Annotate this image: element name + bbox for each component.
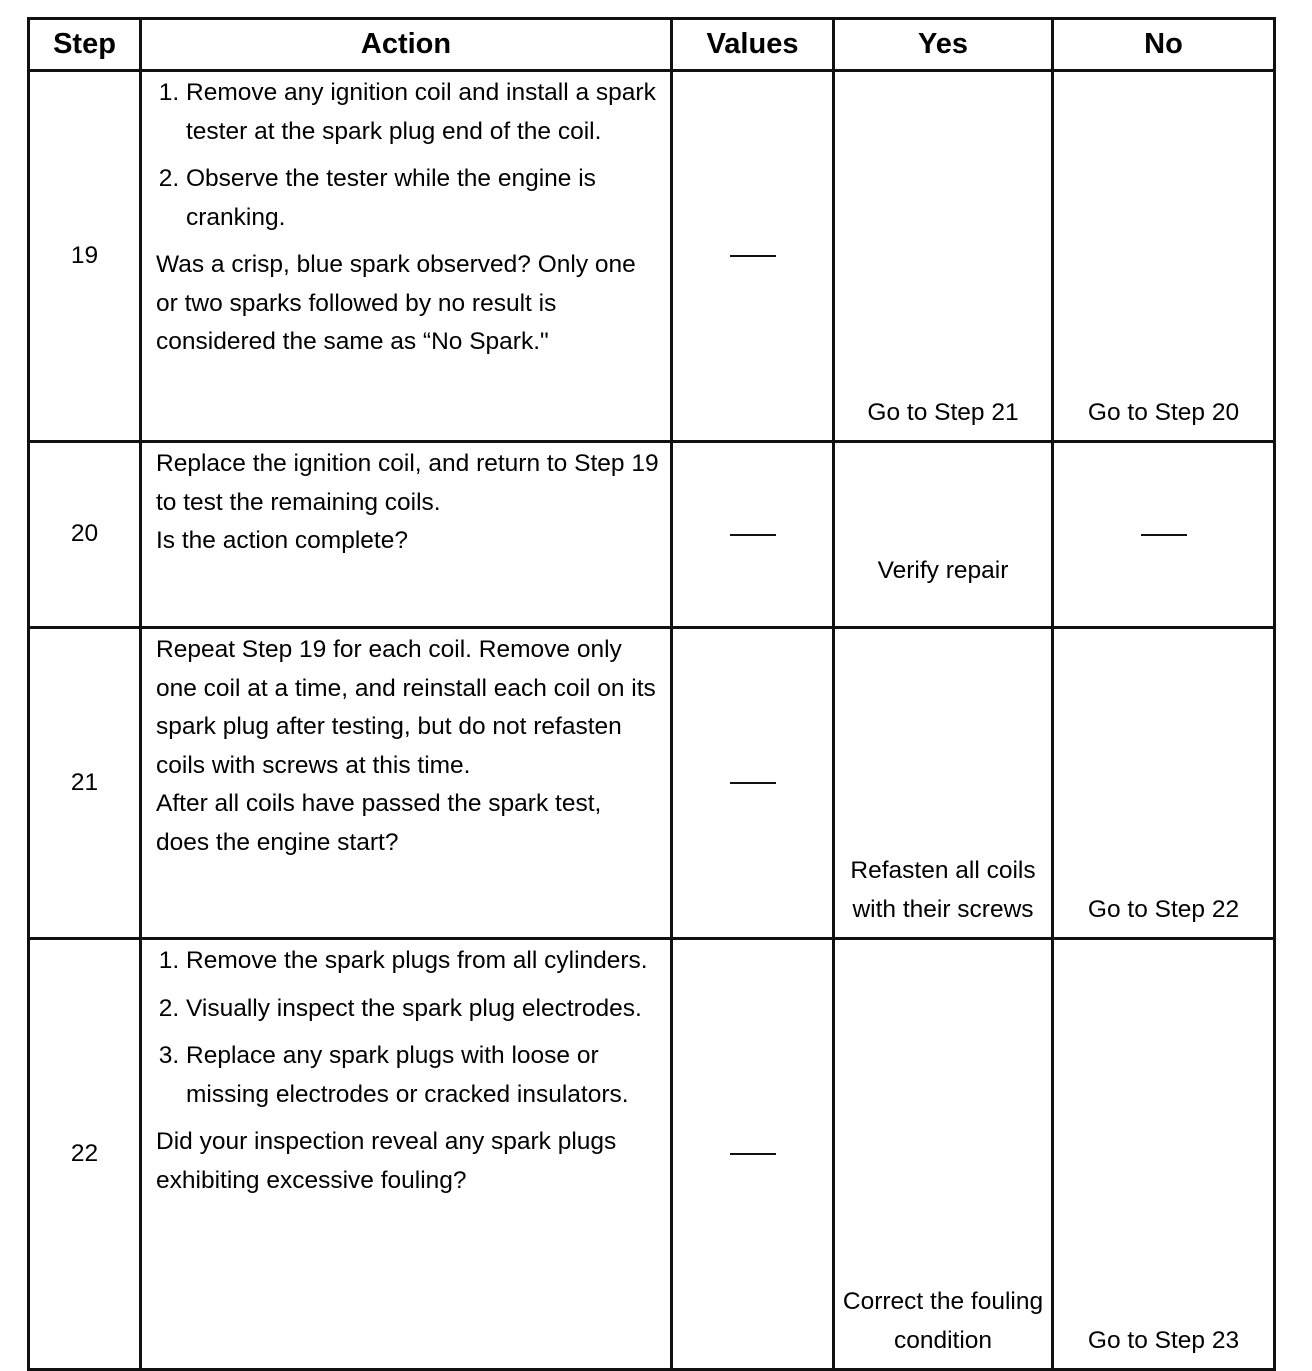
action-question: Is the action complete? [156,527,408,554]
action-cell [141,442,672,628]
action-list [156,942,660,1114]
no-cell: Go to Step 22 [1053,628,1275,939]
yes-cell: Correct the fouling condition [834,939,1053,1370]
action-text: Repeat Step 19 for each coil. Remove only one coil at a time, and reinstall each coil on its spark plug after testing, but do not refasten coils with screws at this time. [156,636,656,779]
action-list-item: 2. Visually inspect the spark plug electrodes. [186,990,660,1029]
table-row-step-22 [29,939,1275,1370]
yes-cell: Go to Step 21 [834,71,1053,442]
action-cell [141,628,672,939]
action-question: After all coils have passed the spark test, does the engine start? [156,790,602,856]
step-number: 19 [29,71,141,442]
no-cell: Go to Step 20 [1053,71,1275,442]
action-cell [141,71,672,442]
header-values: Values [672,19,834,71]
values-cell [672,939,834,1370]
action-list-item: 1. Remove the spark plugs from all cylinders. [186,942,660,981]
values-cell [672,442,834,628]
action-list-item: 1. Remove any ignition coil and install a spark tester at the spark plug end of the coil. [186,74,660,151]
no-cell: Go to Step 23 [1053,939,1275,1370]
step-number: 21 [29,628,141,939]
values-dash [730,255,776,257]
no-cell [1053,442,1275,628]
header-row [29,19,1275,71]
action-list-item: 3. Replace any spark plugs with loose or missing electrodes or cracked insulators. [186,1037,660,1114]
step-number: 20 [29,442,141,628]
values-cell [672,628,834,939]
header-no: No [1053,19,1275,71]
diagnostic-table-container [27,17,1273,1354]
table-row-step-20 [29,442,1275,628]
header-step: Step [29,19,141,71]
action-list [156,74,660,237]
values-cell [672,71,834,442]
yes-cell: Verify repair [834,442,1053,628]
table-row-step-21 [29,628,1275,939]
table-row-step-19 [29,71,1275,442]
values-dash [730,782,776,784]
step-number: 22 [29,939,141,1370]
diagnostic-table [27,17,1276,1371]
action-cell [141,939,672,1370]
values-dash [730,1153,776,1155]
header-action: Action [141,19,672,71]
action-list-item: 2. Observe the tester while the engine is cranking. [186,160,660,237]
values-dash [730,534,776,536]
no-dash [1141,534,1187,536]
yes-cell: Refasten all coils with their screws [834,628,1053,939]
action-question: Was a crisp, blue spark observed? Only one or two sparks followed by no result is considered the same as “No Spark." [156,251,636,355]
action-text: Replace the ignition coil, and return to Step 19 to test the remaining coils. [156,450,659,516]
header-yes: Yes [834,19,1053,71]
action-question: Did your inspection reveal any spark plugs exhibiting excessive fouling? [156,1128,617,1194]
